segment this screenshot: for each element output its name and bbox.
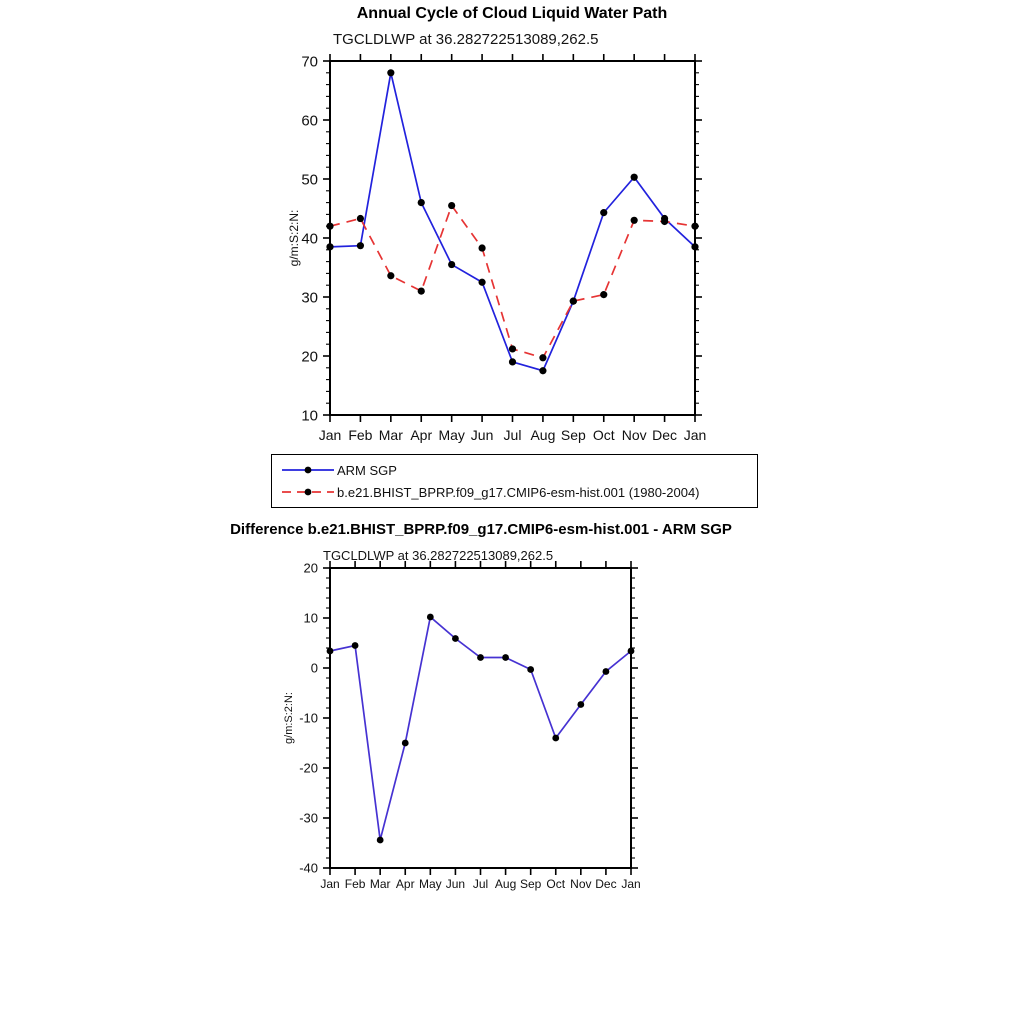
data-point-marker — [631, 174, 638, 181]
x-tick-label: Oct — [546, 877, 566, 891]
data-point-marker — [448, 202, 455, 209]
y-axis-label: g/m:S:2:N: — [287, 209, 301, 267]
y-tick-label: -10 — [299, 710, 318, 726]
legend-label-arm-sgp: ARM SGP — [337, 462, 397, 478]
x-tick-label: Dec — [652, 427, 678, 443]
x-tick-label: May — [418, 877, 442, 891]
legend-marker-dot-icon — [305, 467, 312, 474]
x-tick-label: Jun — [445, 877, 466, 891]
y-tick-label: -20 — [299, 760, 318, 776]
data-point-marker — [477, 654, 484, 661]
data-point-marker — [631, 217, 638, 224]
y-tick-label: 20 — [303, 560, 318, 576]
data-point-marker — [552, 735, 559, 742]
data-point-marker — [570, 298, 577, 305]
data-point-marker — [603, 668, 610, 675]
x-tick-label: Jan — [318, 427, 342, 443]
x-tick-label: Mar — [369, 877, 391, 891]
data-point-marker — [326, 223, 333, 230]
data-point-marker — [539, 354, 546, 361]
x-tick-label: Apr — [410, 427, 433, 443]
data-point-marker — [691, 223, 698, 230]
legend-line-sample-solid — [279, 464, 337, 476]
data-point-marker — [352, 642, 359, 649]
data-point-marker — [527, 666, 534, 673]
x-tick-label: Apr — [395, 877, 415, 891]
x-tick-label: Nov — [570, 877, 592, 891]
x-tick-label: Aug — [530, 427, 556, 443]
y-tick-label: -30 — [299, 810, 318, 826]
data-point-marker — [418, 199, 425, 206]
x-tick-label: Dec — [595, 877, 617, 891]
x-tick-label: Feb — [348, 427, 373, 443]
legend-entry-model — [279, 481, 757, 503]
x-tick-label: Jun — [470, 427, 494, 443]
annual-cycle-chart-title: Annual Cycle of Cloud Liquid Water Path — [356, 5, 668, 22]
x-tick-label: Jan — [621, 877, 641, 891]
data-point-marker — [509, 345, 516, 352]
difference-chart-title: Difference b.e21.BHIST_BPRP.f09_g17.CMIP6-esm-hist.001 - ARM SGP — [230, 521, 732, 538]
data-point-marker — [377, 837, 384, 844]
data-point-marker — [357, 242, 364, 249]
data-point-marker — [402, 740, 409, 747]
y-tick-label: 30 — [301, 289, 318, 307]
y-tick-label: 70 — [301, 53, 318, 71]
y-tick-label: -40 — [299, 860, 318, 876]
data-point-marker — [661, 218, 668, 225]
legend — [271, 454, 758, 508]
data-point-marker — [478, 244, 485, 251]
y-tick-label: 60 — [301, 112, 318, 130]
legend-line-sample-dashed — [279, 486, 337, 498]
data-point-marker — [691, 243, 698, 250]
x-tick-label: Jul — [503, 427, 522, 443]
y-tick-label: 50 — [301, 171, 318, 189]
y-tick-label: 10 — [301, 407, 318, 425]
series-line-2 — [330, 206, 695, 358]
x-tick-label: May — [438, 427, 465, 443]
series-line-1 — [330, 73, 695, 371]
y-tick-label: 10 — [303, 610, 318, 626]
x-tick-label: Mar — [378, 427, 403, 443]
x-tick-label: Aug — [494, 877, 517, 891]
y-tick-label: 20 — [301, 348, 318, 366]
data-point-marker — [478, 279, 485, 286]
data-point-marker — [418, 288, 425, 295]
x-tick-label: Jan — [320, 877, 340, 891]
y-axis-label: g/m:S:2:N: — [283, 692, 295, 744]
x-tick-label: Jan — [683, 427, 707, 443]
x-tick-label: Oct — [592, 427, 615, 443]
chart-2-plot — [283, 561, 641, 891]
data-point-marker — [452, 635, 459, 642]
data-point-marker — [357, 215, 364, 222]
data-point-marker — [577, 701, 584, 708]
chart-1-plot — [287, 53, 706, 443]
data-point-marker — [427, 614, 434, 621]
data-point-marker — [502, 654, 509, 661]
series-line-1 — [330, 617, 631, 840]
x-tick-label: Feb — [344, 877, 366, 891]
legend-label-model: b.e21.BHIST_BPRP.f09_g17.CMIP6-esm-hist.001 (1980-2004) — [337, 484, 700, 500]
data-point-marker — [327, 648, 334, 655]
data-point-marker — [539, 367, 546, 374]
y-tick-label: 0 — [310, 660, 318, 676]
x-tick-label: Sep — [519, 877, 542, 891]
data-point-marker — [509, 358, 516, 365]
legend-marker-dot-icon — [305, 489, 312, 496]
plot-frame — [330, 568, 631, 868]
x-tick-label: Sep — [560, 427, 586, 443]
legend-entry-arm-sgp — [279, 459, 757, 481]
y-tick-label: 40 — [301, 230, 318, 248]
data-point-marker — [387, 69, 394, 76]
difference-chart-subtitle: TGCLDLWP at 36.282722513089,262.5 — [323, 548, 554, 563]
data-point-marker — [448, 261, 455, 268]
data-point-marker — [600, 209, 607, 216]
x-tick-label: Jul — [472, 877, 489, 891]
annual-cycle-chart-subtitle: TGCLDLWP at 36.282722513089,262.5 — [333, 31, 599, 48]
x-tick-label: Nov — [621, 427, 647, 443]
data-point-marker — [600, 291, 607, 298]
data-point-marker — [326, 243, 333, 250]
data-point-marker — [387, 272, 394, 279]
data-point-marker — [628, 648, 635, 655]
